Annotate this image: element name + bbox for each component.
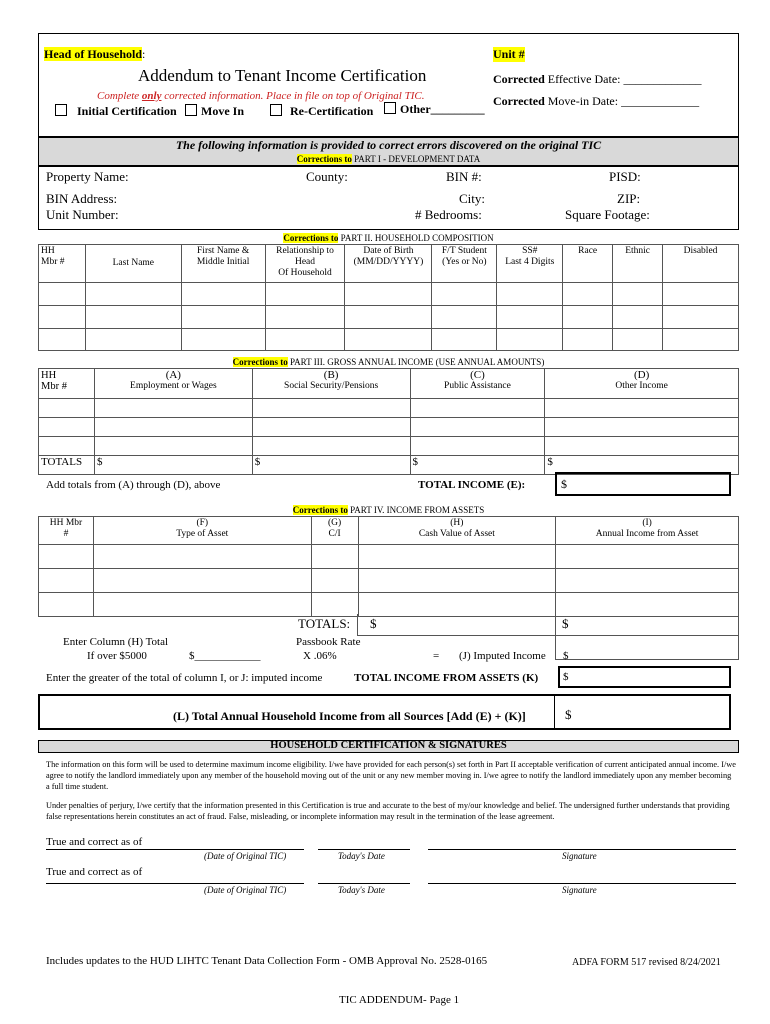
head-of-household-label [44, 47, 145, 62]
city-label: City: [459, 191, 486, 206]
instr-only: only [141, 90, 162, 102]
col-first-name: First Name & Middle Initial [181, 245, 265, 283]
date-original-line-1[interactable] [46, 849, 304, 850]
cb-other-label: Other_________ [400, 102, 485, 116]
corrected-effective-rest: Effective Date: _____________ [544, 72, 702, 86]
footer-form-number: ADFA FORM 517 revised 8/24/2021 [572, 957, 721, 968]
table-row[interactable] [39, 329, 739, 351]
total-i-field[interactable]: $ [562, 616, 569, 631]
part3-title: PART III. GROSS ANNUAL INCOME (USE ANNUAL AMOUNTS) [287, 357, 545, 367]
total-c[interactable]: $ [410, 456, 545, 475]
assets-totals-divider [555, 614, 556, 636]
property-name-label: Property Name: [46, 169, 129, 184]
instr-pre: Complete [97, 90, 142, 102]
table-row[interactable] [39, 437, 739, 456]
col-c-label: Public Assistance [444, 381, 511, 391]
corrected-effective-date[interactable] [493, 72, 702, 87]
table-row[interactable] [39, 418, 739, 437]
instruction-line [97, 90, 424, 102]
col-b [252, 369, 410, 399]
form-title: Addendum to Tenant Income Certification [138, 66, 427, 85]
signature-label-1: Signature [562, 851, 597, 861]
todays-date-line-1[interactable] [318, 849, 410, 850]
signature-line-1[interactable] [428, 849, 736, 850]
checkbox-icon[interactable] [270, 104, 282, 116]
part2-heading [38, 233, 739, 244]
zip-label: ZIP: [617, 191, 641, 206]
col-a-label: Employment or Wages [130, 381, 217, 391]
cb-recert-label: Re-Certification [290, 104, 374, 118]
date-original-label-1: (Date of Original TIC) [204, 851, 287, 861]
certification-para-1: The information on this form will be used to determine maximum income eligibility. I/we have provided for each person(s) set forth in Part II acceptable verification of current anticipated annual income. I/we agree to notify the landlord immediately upon any member of the household moving out of the unit or any new member moving in. I/we agree to notify the landlord immediately upon any member becoming a full time student. [46, 760, 736, 791]
col-ssn: SS# Last 4 Digits [497, 245, 563, 283]
col-c [410, 369, 545, 399]
col-b-label: Social Security/Pensions [284, 381, 379, 391]
pisd-label: PISD: [609, 169, 641, 184]
col-disabled: Disabled [663, 245, 739, 283]
col-hh-mbr: HH Mbr # [39, 517, 94, 545]
cb-movein-label: Move In [201, 104, 244, 118]
col-a [94, 369, 252, 399]
imputed-income-label: (J) Imputed Income [459, 650, 546, 662]
part2-title: PART II. HOUSEHOLD COMPOSITION [338, 233, 494, 243]
total-l-field[interactable]: $ [565, 707, 572, 722]
col-c-letter: (C) [470, 369, 485, 381]
total-b[interactable]: $ [252, 456, 410, 475]
part2-corrections: Corrections to [283, 233, 339, 243]
equals-text: = [433, 650, 440, 662]
table-row[interactable] [39, 593, 739, 617]
col-d-label: Other Income [615, 381, 668, 391]
table-row[interactable] [39, 306, 739, 329]
todays-date-line-2[interactable] [318, 883, 410, 884]
unit-label: Unit # [493, 47, 525, 61]
footer-includes: Includes updates to the HUD LIHTC Tenant Data Collection Form - OMB Approval No. 2528-0165 [46, 955, 488, 967]
checkbox-icon[interactable] [384, 102, 396, 114]
enter-col-h-text: Enter Column (H) Total [63, 636, 169, 648]
cb-initial-label: Initial Certification [77, 104, 177, 118]
square-footage-label: Square Footage: [565, 207, 650, 222]
table-row[interactable] [39, 399, 739, 418]
col-race: Race [563, 245, 613, 283]
col-last-name: Last Name [85, 245, 181, 283]
table-row[interactable] [39, 569, 739, 593]
checkbox-icon[interactable] [55, 104, 67, 116]
date-original-label-2: (Date of Original TIC) [204, 885, 287, 895]
part4-heading [38, 505, 739, 516]
colon: : [142, 47, 146, 61]
dollar-sign: $ [561, 477, 567, 491]
true-correct-2: True and correct as of [46, 866, 143, 878]
table-row[interactable] [39, 283, 739, 306]
head-of-household-text: Head of Household [44, 47, 143, 61]
col-dob: Date of Birth (MM/DD/YYYY) [345, 245, 432, 283]
col-h-total-input[interactable]: $____________ [189, 650, 261, 662]
total-assets-label: TOTAL INCOME FROM ASSETS (K) [354, 672, 539, 684]
total-l-divider [554, 696, 555, 728]
part1-corrections: Corrections to [296, 154, 352, 164]
corrected-movein-rest: Move-in Date: _____________ [544, 94, 700, 108]
signature-label-2: Signature [562, 885, 597, 895]
signature-line-2[interactable] [428, 883, 736, 884]
total-l-label: (L) Total Annual Household Income from all Sources [Add (E) + (K)] [173, 709, 526, 723]
todays-date-label-2: Today's Date [338, 885, 385, 895]
col-i: (I) Annual Income from Asset [556, 517, 739, 545]
col-ethnic: Ethnic [613, 245, 663, 283]
col-a-letter: (A) [165, 369, 181, 381]
date-original-line-2[interactable] [46, 883, 304, 884]
part1-title: PART I - DEVELOPMENT DATA [351, 154, 481, 164]
col-d-letter: (D) [634, 369, 650, 381]
total-income-e-field[interactable] [555, 472, 731, 496]
if-over-text: If over $5000 [87, 650, 147, 662]
col-d [545, 369, 739, 399]
add-totals-text: Add totals from (A) through (D), above [46, 479, 221, 491]
corrected-effective-bold: Corrected [493, 72, 545, 86]
checkbox-icon[interactable] [185, 104, 197, 116]
dollar-sign: $ [563, 671, 569, 683]
total-a[interactable]: $ [94, 456, 252, 475]
total-h-field[interactable]: $ [370, 616, 377, 631]
corrected-movein-date[interactable] [493, 94, 699, 109]
total-income-e-label: TOTAL INCOME (E): [418, 479, 526, 491]
intro-text: The following information is provided to correct errors discovered on the original TIC [175, 138, 602, 152]
passbook-text: Passbook Rate [296, 636, 361, 648]
rate-text: X .06% [303, 650, 337, 662]
part3-heading [38, 357, 739, 368]
unit-number-label: Unit Number: [46, 207, 119, 222]
county-label: County: [306, 169, 348, 184]
totals-label: TOTALS [39, 456, 95, 475]
todays-date-label-1: Today's Date [338, 851, 385, 861]
imputed-income-field[interactable]: $ [563, 650, 569, 662]
col-f: (F) Type of Asset [93, 517, 311, 545]
col-relationship: Relationship to Head Of Household [265, 245, 345, 283]
col-h: (H) Cash Value of Asset [358, 517, 556, 545]
col-g: (G) C/I [311, 517, 358, 545]
true-correct-1: True and correct as of [46, 836, 143, 848]
col-b-letter: (B) [323, 369, 339, 381]
certification-title: HOUSEHOLD CERTIFICATION & SIGNATURES [270, 740, 507, 751]
col-hh-mbr: HH Mbr # [39, 245, 86, 283]
checkbox-initial-certification[interactable] [55, 104, 177, 119]
checkbox-recertification[interactable] [270, 104, 373, 119]
certification-para-2: Under penalties of perjury, I/we certify that the information presented in this Certification is true and accurate to the best of my/our knowledge and belief. The undersigned further understands that providing false representations herein constitutes an act of fraud. False, misleading, or incomplete information may result in the termination of the lease agreement. [46, 801, 730, 821]
table-row[interactable] [39, 545, 739, 569]
part4-corrections: Corrections to [292, 505, 348, 515]
bin-num-label: BIN #: [446, 169, 482, 184]
imputed-box [555, 636, 739, 660]
bedrooms-label: # Bedrooms: [415, 207, 482, 222]
col-hh-mbr: HH Mbr # [39, 369, 95, 399]
part3-corrections: Corrections to [232, 357, 288, 367]
checkbox-move-in[interactable] [185, 104, 244, 119]
col-student: F/T Student (Yes or No) [432, 245, 497, 283]
footer-page: TIC ADDENDUM- Page 1 [339, 994, 460, 1006]
part4-title: PART IV. INCOME FROM ASSETS [347, 505, 485, 515]
household-table [38, 244, 739, 351]
checkbox-other[interactable] [384, 102, 485, 117]
assets-totals-row [357, 614, 739, 636]
total-d[interactable]: $ [545, 456, 739, 475]
assets-table [38, 516, 739, 617]
bin-address-label: BIN Address: [46, 191, 118, 206]
instr-post: corrected information. Place in file on top of Original TIC. [161, 90, 425, 102]
income-table [38, 368, 739, 475]
total-assets-field[interactable] [558, 666, 731, 688]
assets-totals-label: TOTALS: [298, 616, 351, 631]
corrected-movein-bold: Corrected [493, 94, 545, 108]
part1-heading [38, 154, 739, 165]
enter-greater-text: Enter the greater of the total of column I, or J: imputed income [46, 672, 323, 684]
